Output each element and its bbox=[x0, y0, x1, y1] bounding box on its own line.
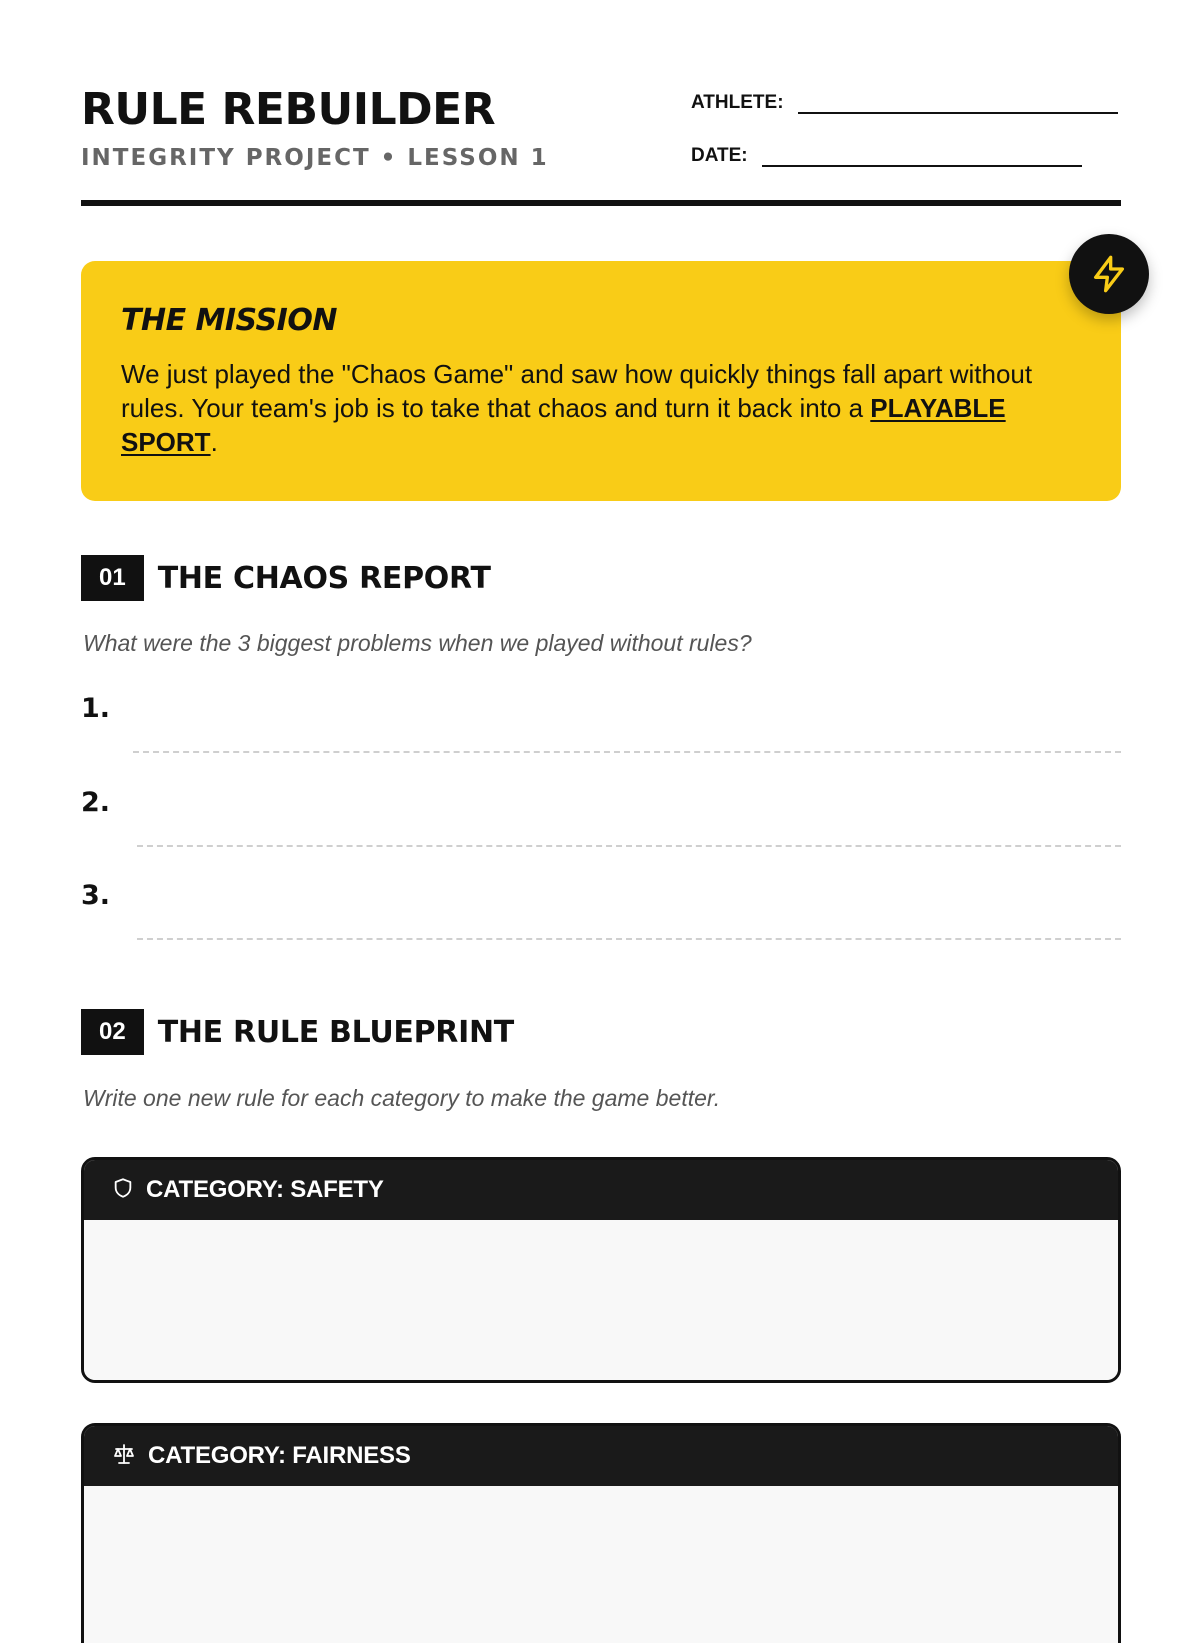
section-title: THE CHAOS REPORT bbox=[157, 560, 491, 596]
category-label: CATEGORY: FAIRNESS bbox=[148, 1442, 411, 1469]
answer-number: 1. bbox=[81, 693, 111, 724]
mission-emphasis: PLAYABLE SPORT bbox=[121, 393, 1006, 457]
date-field bbox=[691, 141, 1082, 167]
answer-line-2[interactable] bbox=[81, 787, 1121, 857]
mission-box bbox=[81, 261, 1121, 501]
scale-icon bbox=[112, 1442, 136, 1471]
section-number-badge: 02 bbox=[81, 1009, 144, 1055]
section-title: THE RULE BLUEPRINT bbox=[157, 1014, 514, 1050]
athlete-input-line[interactable] bbox=[798, 88, 1118, 114]
category-card-fairness bbox=[81, 1423, 1121, 1643]
section-number-badge: 01 bbox=[81, 555, 144, 601]
category-label: CATEGORY: SAFETY bbox=[146, 1176, 384, 1203]
answer-line-1[interactable] bbox=[81, 693, 1121, 763]
mission-text-start: We just played the "Chaos Game" and saw how quickly things fall apart without rules. Your team's job is to take that chaos and turn it back into a bbox=[121, 359, 1033, 423]
dashed-writing-line[interactable] bbox=[133, 751, 1121, 753]
date-input-line[interactable] bbox=[762, 141, 1082, 167]
category-card-safety bbox=[81, 1157, 1121, 1383]
category-card-header bbox=[84, 1160, 1118, 1220]
rule-writing-area[interactable] bbox=[84, 1486, 1118, 1643]
dashed-writing-line[interactable] bbox=[137, 845, 1121, 847]
athlete-label: ATHLETE: bbox=[691, 92, 784, 113]
athlete-field bbox=[691, 88, 1118, 114]
page-subtitle: INTEGRITY PROJECT • LESSON 1 bbox=[81, 145, 549, 171]
page-title: RULE REBUILDER bbox=[81, 84, 496, 135]
shield-icon bbox=[112, 1176, 134, 1205]
chaos-report-prompt: What were the 3 biggest problems when we played without rules? bbox=[83, 630, 752, 656]
worksheet-header bbox=[81, 0, 1121, 208]
worksheet-page bbox=[81, 0, 1121, 1469]
lightning-bolt-icon bbox=[1069, 234, 1149, 314]
answer-line-3[interactable] bbox=[81, 880, 1121, 950]
answer-number: 2. bbox=[81, 787, 111, 818]
header-divider bbox=[81, 200, 1121, 206]
answer-number: 3. bbox=[81, 880, 111, 911]
date-label: DATE: bbox=[691, 145, 748, 166]
rule-blueprint-prompt: Write one new rule for each category to make the game better. bbox=[83, 1085, 721, 1111]
dashed-writing-line[interactable] bbox=[137, 938, 1121, 940]
category-card-header bbox=[84, 1426, 1118, 1486]
mission-title: THE MISSION bbox=[121, 303, 337, 338]
section-rule-blueprint-heading bbox=[81, 1009, 514, 1055]
rule-writing-area[interactable] bbox=[84, 1220, 1118, 1380]
section-chaos-report-heading bbox=[81, 555, 491, 601]
mission-text bbox=[121, 357, 1081, 459]
mission-text-end: . bbox=[210, 427, 218, 457]
